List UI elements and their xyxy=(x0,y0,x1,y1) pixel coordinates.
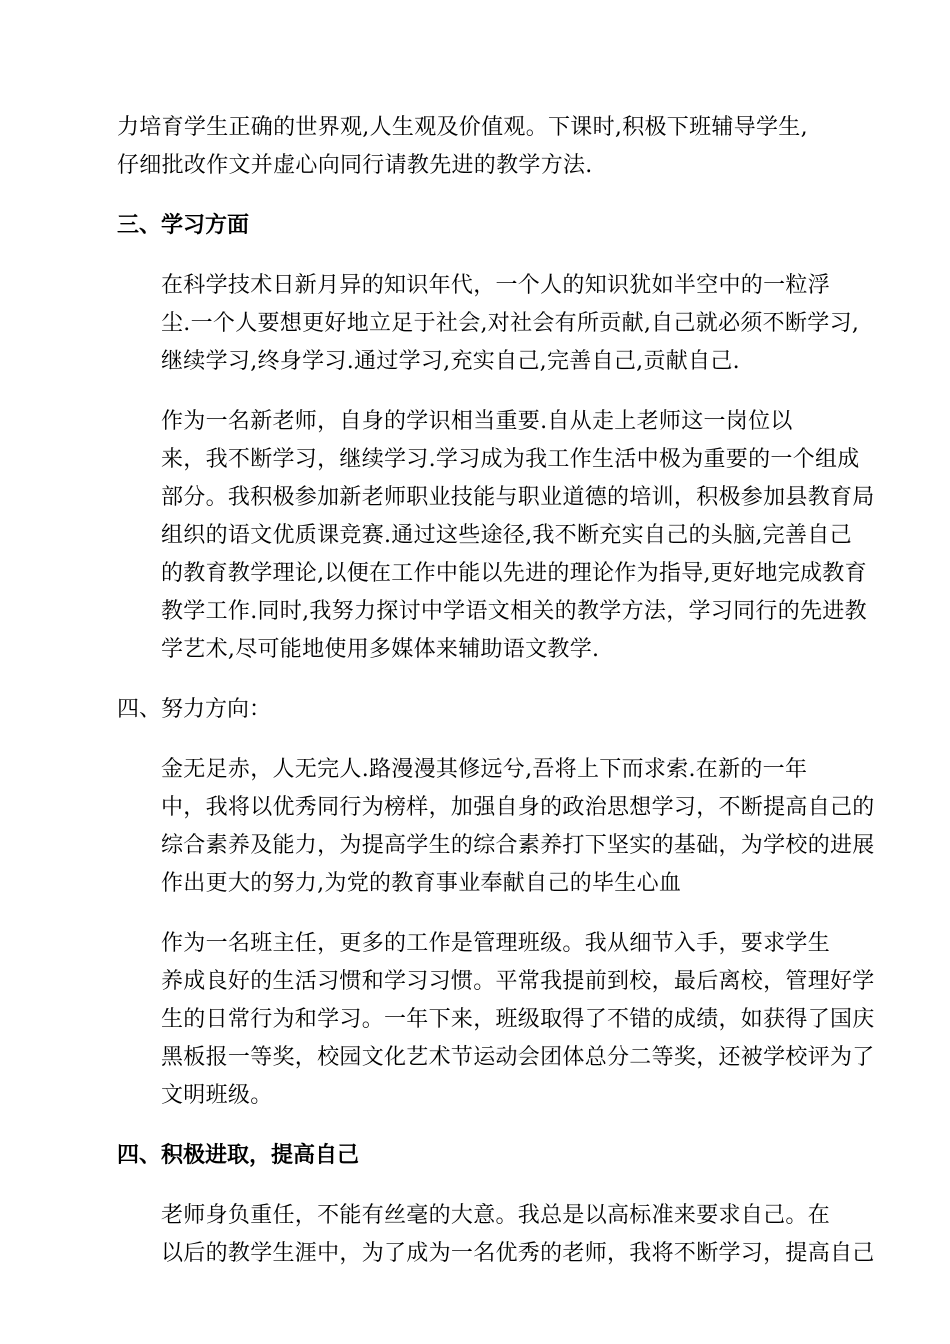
paragraph xyxy=(117,403,875,669)
section-heading: 四、努力方向： xyxy=(117,697,272,722)
paragraph-line: 生的日常行为和学习。一年下来，班级取得了不错的成绩，如获得了国庆 xyxy=(161,1007,875,1032)
paragraph-line: 中，我将以优秀同行为榜样，加强自身的政治思想学习，不断提高自己的 xyxy=(161,795,875,820)
section-heading: 三、学习方面 xyxy=(117,213,250,238)
paragraph xyxy=(117,109,835,185)
paragraph-line: 力培育学生正确的世界观,人生观及价值观。下课时,积极下班辅导学生, xyxy=(117,115,808,140)
paragraph-line: 作为一名新老师，自身的学识相当重要.自从走上老师这一岗位以 xyxy=(161,409,793,434)
paragraph-line: 金无足赤，人无完人.路漫漫其修远兮,吾将上下而求索.在新的一年 xyxy=(161,757,808,782)
paragraph-line: 综合素养及能力，为提高学生的综合素养打下坚实的基础，为学校的进展 xyxy=(161,833,875,858)
section-heading: 四、积极进取，提高自己 xyxy=(117,1143,360,1168)
paragraph xyxy=(117,267,860,381)
paragraph-line: 养成良好的生活习惯和学习习惯。平常我提前到校，最后离校，管理好学 xyxy=(161,969,875,994)
paragraph-line: 组织的语文优质课竞赛.通过这些途径,我不断充实自己的头脑,完善自己 xyxy=(161,523,852,548)
paragraph-line: 来，我不断学习，继续学习.学习成为我工作生活中极为重要的一个组成 xyxy=(161,447,860,472)
paragraph xyxy=(117,751,875,903)
paragraph-line: 黑板报一等奖，校园文化艺术节运动会团体总分二等奖，还被学校评为了 xyxy=(161,1045,875,1070)
paragraph-line: 尘.一个人要想更好地立足于社会,对社会有所贡献,自己就必须不断学习, xyxy=(161,311,860,336)
paragraph-line: 部分。我积极参加新老师职业技能与职业道德的培训，积极参加县教育局 xyxy=(161,485,875,510)
paragraph-line: 以后的教学生涯中，为了成为一名优秀的老师，我将不断学习，提高自己 xyxy=(161,1241,875,1266)
paragraph-line: 在科学技术日新月异的知识年代，一个人的知识犹如半空中的一粒浮 xyxy=(161,273,831,298)
paragraph-line: 文明班级。 xyxy=(161,1083,273,1108)
paragraph-line: 的教育教学理论,以便在工作中能以先进的理论作为指导,更好地完成教育 xyxy=(161,561,867,586)
paragraph-line: 学艺术,尽可能地使用多媒体来辅助语文教学. xyxy=(161,637,600,662)
paragraph-line: 继续学习,终身学习.通过学习,充实自己,完善自己,贡献自己. xyxy=(161,349,740,374)
paragraph xyxy=(117,925,875,1115)
paragraph-line: 作为一名班主任，更多的工作是管理班级。我从细节入手，要求学生 xyxy=(161,931,831,956)
paragraph-line: 作出更大的努力,为党的教育事业奉献自己的毕生心血 xyxy=(161,871,682,896)
paragraph-line: 老师身负重任，不能有丝毫的大意。我总是以高标准来要求自己。在 xyxy=(161,1203,831,1228)
document-body xyxy=(117,109,875,1295)
paragraph xyxy=(117,1197,875,1273)
paragraph-line: 仔细批改作文并虚心向同行请教先进的教学方法. xyxy=(117,153,593,178)
paragraph-line: 教学工作.同时,我努力探讨中学语文相关的教学方法，学习同行的先进教 xyxy=(161,599,867,624)
